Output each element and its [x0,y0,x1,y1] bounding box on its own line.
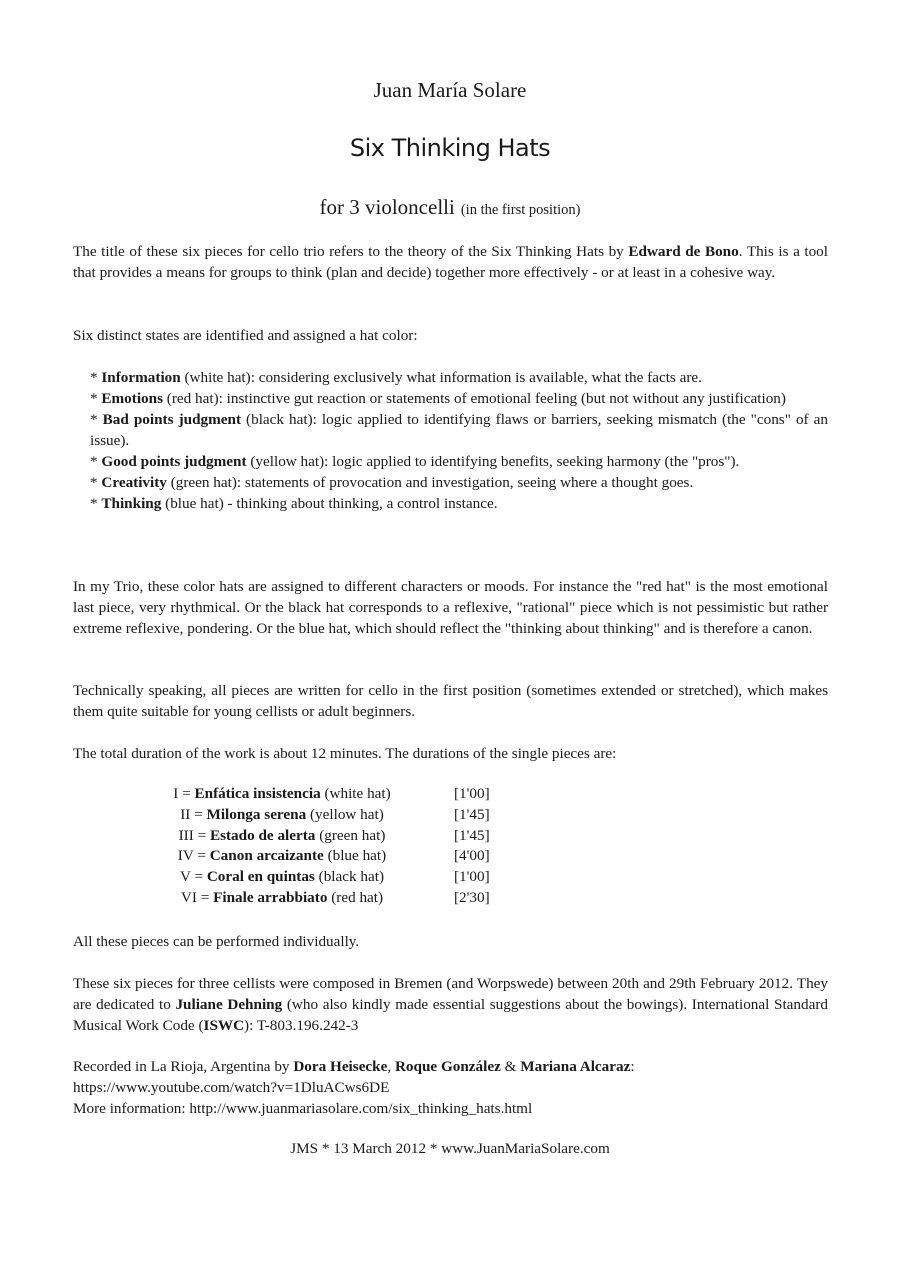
list-item: * Creativity (green hat): statements of provocation and investigation, seeing where a thought goes. [90,474,694,491]
duration-cell: [1'00] [454,868,490,886]
hats-list [90,367,828,514]
list-item: * Good points judgment (yellow hat): logic applied to identifying benefits, seeking harmony (the "pros"). [90,453,740,470]
list-item: * Bad points judgment (black hat): logic applied to identifying flaws or barriers, seeking mismatch (the "cons" of an issue). [90,411,828,449]
list-item: * Thinking (blue hat) - thinking about thinking, a control instance. [90,495,498,512]
table-row [110,784,514,805]
intro-text-end: . This is a tool that provides a means for groups to think (plan and decide) together more effectively - or at least in a cohesive way. [73,243,828,281]
technical-paragraph: Technically speaking, all pieces are written for cello in the first position (sometimes extended or stretched), which makes them quite suitable for young cellists or adult beginners. [73,682,828,720]
intro-text: The title of these six pieces for cello trio refers to the theory of the Six Thinking Hats by [73,243,629,260]
duration-cell: [4'00] [454,847,490,865]
piece-cell: VI = Finale arrabbiato (red hat) [180,888,384,906]
hat-name: Good points judgment [101,453,247,470]
table-row [110,867,514,888]
performer-name: Dora Heisecke [293,1058,388,1075]
dedicatee-name: Juliane Dehning [175,996,283,1013]
individual-paragraph: All these pieces can be performed individually. [73,933,360,950]
piece-title: Milonga serena [206,805,307,823]
piece-title: Enfática insistencia [194,785,321,802]
hat-name: Emotions [101,390,163,407]
work-title: Six Thinking Hats [349,134,551,162]
piece-cell: III = Estado de alerta (green hat) [178,826,386,844]
piece-cell: I = Enfática insistencia (white hat) [173,785,391,802]
piece-cell: II = Milonga serena (yellow hat) [180,805,384,823]
piece-title: Estado de alerta [209,826,316,844]
hat-name: Thinking [101,495,162,512]
table-row [110,826,514,847]
piece-cell: V = Coral en quintas (black hat) [179,868,385,886]
composer-name: Juan María Solare [373,78,527,102]
duration-cell: [1'00] [454,785,490,802]
composition-paragraph: These six pieces for three cellists were composed in Bremen (and Worpswede) between 20th and 29th February 2012. They are dedicated to Juliane Dehning (who also kindly made essential suggestions about the bowings). International Standard Musical Work Code (ISWC): T-803.196.242-3 [73,975,828,1034]
performer-name: Mariana Alcaraz [520,1058,631,1075]
footer-line: JMS * 13 March 2012 * www.JuanMariaSolare.com [290,1140,610,1157]
more-info-link[interactable]: More information: http://www.juanmariasolare.com/six_thinking_hats.html [73,1100,533,1117]
table-row [110,805,514,826]
instrumentation-subtitle [0,195,900,220]
hat-name: Bad points judgment [102,411,242,428]
hat-name: Information [101,369,181,386]
hat-description: (green hat): statements of provocation and investigation, seeing where a thought goes. [166,474,694,491]
piece-title: Coral en quintas [206,868,315,886]
pieces-table [110,784,514,909]
trio-paragraph: In my Trio, these color hats are assigned to different characters or moods. For instance the "red hat" is the most emotional last piece, very rhythmical. Or the black hat corresponds to a reflexive, "rational" piece which is not pessimistic but rather extreme reflexive, pondering. Or the blue hat, which should reflect the "thinking about thinking" and is therefore a canon. [73,578,828,637]
iswc-label: ISWC [203,1017,245,1034]
performer-name: Roque González [394,1058,501,1075]
hat-description: (blue hat) - thinking about thinking, a control instance. [161,495,498,512]
duration-cell: [2'30] [454,888,490,906]
hat-description: (red hat): instinctive gut reaction or statements of emotional feeling (but not without any justification) [163,390,786,407]
table-row [110,888,514,909]
subtitle-main: for 3 violoncelli [319,195,455,219]
table-row [110,846,514,867]
hat-description: (black hat): logic applied to identifying flaws or barriers, seeking mismatch (the "cons" of an issue). [90,411,828,449]
youtube-link[interactable]: https://www.youtube.com/watch?v=1DluACws6DE [73,1079,390,1096]
hat-description: (yellow hat): logic applied to identifying benefits, seeking harmony (the "pros"). [246,453,740,470]
hat-description: (white hat): considering exclusively what information is available, what the facts are. [180,369,702,386]
list-item: * Emotions (red hat): instinctive gut reaction or statements of emotional feeling (but not without any justification) [90,390,786,407]
piece-cell: IV = Canon arcaizante (blue hat) [177,847,387,865]
recording-paragraph: Recorded in La Rioja, Argentina by Dora Heisecke, Roque González & Mariana Alcaraz: https://www.youtube.com/watch?v=1DluACws6DE More information: http://www.juanmariasolare.com/six_thinking_hats.html [73,1058,635,1117]
duration-cell: [1'45] [454,826,490,844]
author-name: Edward de Bono [628,243,739,260]
subtitle-note: (in the first position) [460,202,581,218]
states-intro: Six distinct states are identified and assigned a hat color: [73,327,418,344]
piece-title: Finale arrabbiato [213,888,328,906]
piece-title: Canon arcaizante [209,847,324,865]
list-item: * Information (white hat): considering exclusively what information is available, what the facts are. [90,369,702,386]
duration-cell: [1'45] [454,805,490,823]
intro-paragraph [73,241,828,283]
duration-paragraph: The total duration of the work is about 12 minutes. The durations of the single pieces are: [73,745,617,762]
hat-name: Creativity [101,474,167,491]
